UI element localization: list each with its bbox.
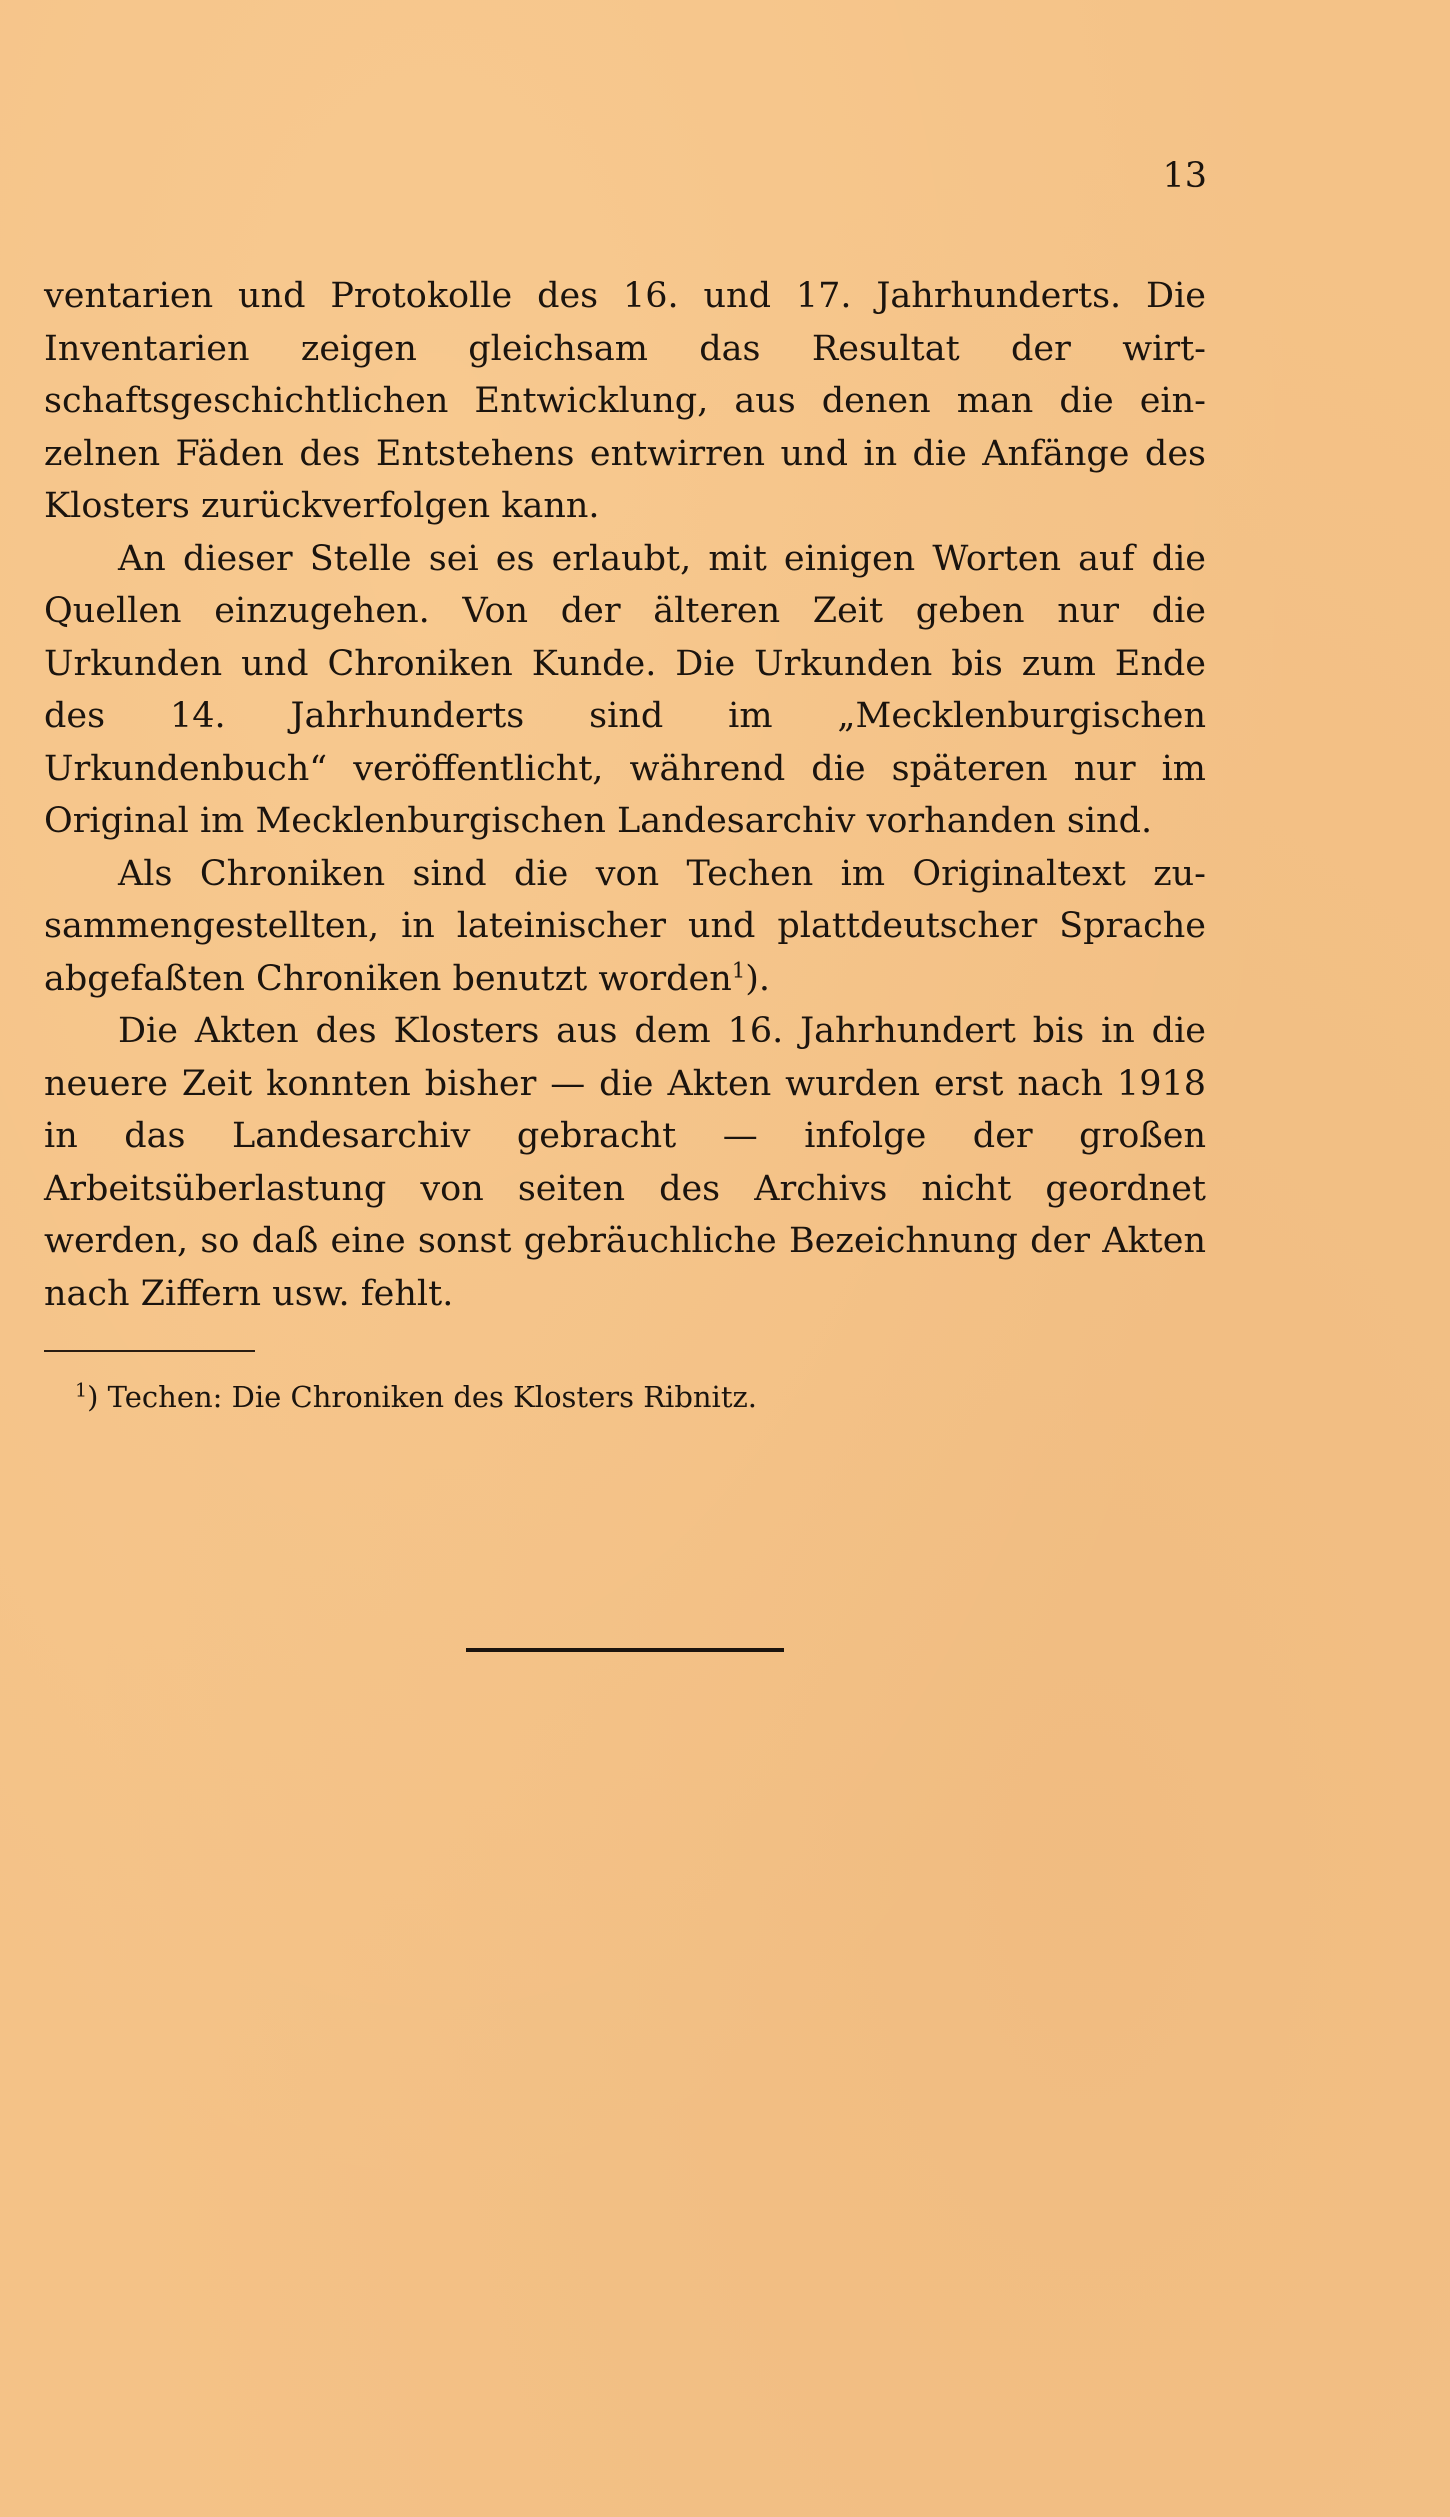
footnote bbox=[75, 1375, 1175, 1419]
paragraph-3 bbox=[44, 848, 1206, 1006]
paragraph-4: Die Akten des Klosters aus dem 16. Jahrhundert bis in die neuere Zeit konnten bisher — die Akten wurden erst nach 1918 in das Landesarchiv gebracht — infolge der großen Arbeitsüberlastung von seiten des Archivs nicht geordnet werden, so daß eine sonst gebräuchliche Bezeichnung der Akten nach Ziffern usw. fehlt. bbox=[44, 1011, 1206, 1314]
paragraph-3-text: Als Chroniken sind die von Techen im Originaltext zu-sammengestellten, in lateinischer und plattdeutscher Sprache abgefaßten Chroniken benutzt worden bbox=[44, 853, 1206, 999]
footnote-mark: 1 bbox=[75, 1379, 88, 1402]
body-text bbox=[44, 270, 1206, 1320]
footnote-reference: 1 bbox=[731, 957, 746, 982]
footnote-separator bbox=[44, 1350, 255, 1352]
footnote-mark-suffix: ) bbox=[87, 1380, 99, 1414]
footnote-text: Techen: Die Chroniken des Klosters Ribnitz. bbox=[107, 1380, 757, 1414]
paragraph-1: ventarien und Protokolle des 16. und 17. Jahrhunderts. Die Inventarien zeigen gleichsam das Resultat der wirt-schaftsgeschichtlichen Entwicklung, aus denen man die ein-zelnen Fäden des Entstehens entwirren und in die Anfänge des Klosters zurückverfolgen kann. bbox=[44, 276, 1206, 526]
paragraph-3-text-after: ). bbox=[745, 958, 770, 999]
page-number: 13 bbox=[1162, 156, 1207, 196]
end-rule bbox=[466, 1648, 784, 1652]
paragraph-2: An dieser Stelle sei es erlaubt, mit einigen Worten auf die Quellen einzugehen. Von der älteren Zeit geben nur die Urkunden und Chroniken Kunde. Die Urkunden bis zum Ende des 14. Jahrhunderts sind im „Mecklenburgischen Urkundenbuch“ veröffentlicht, während die späteren nur im Original im Mecklenburgischen Landesarchiv vorhanden sind. bbox=[44, 538, 1206, 841]
